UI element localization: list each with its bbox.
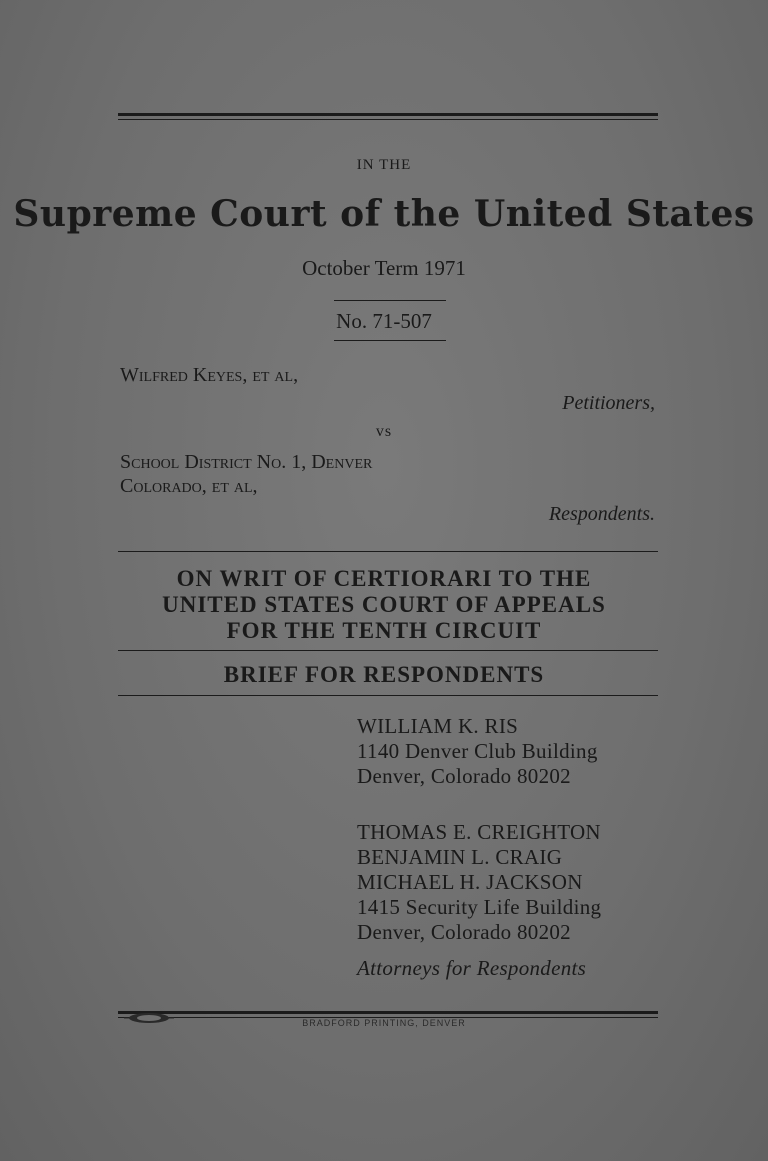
in-the-label: IN THE	[356, 157, 412, 173]
docket-rule-bottom	[334, 340, 446, 341]
attorney-line: Denver, Colorado 80202	[357, 764, 571, 788]
court-name: Supreme Court of the United States	[13, 193, 755, 235]
writ-rule-top	[118, 551, 658, 552]
brief-rule-bottom	[118, 695, 658, 696]
attorney-line: WILLIAM K. RIS	[357, 714, 519, 738]
attorney-line: 1415 Security Life Building	[357, 895, 602, 919]
docket-rule-top	[334, 300, 446, 301]
attorney-line: 1140 Denver Club Building	[357, 739, 598, 763]
writ-line-1: ON WRIT OF CERTIORARI TO THE	[176, 566, 592, 591]
versus: vs	[375, 423, 393, 440]
respondents-line-1: School District No. 1, Denver	[120, 451, 373, 473]
term: October Term 1971	[302, 256, 466, 280]
attorney-block-1	[357, 714, 598, 789]
brief-title: BRIEF FOR RESPONDENTS	[223, 662, 545, 687]
petitioners-name: Wilfred Keyes, et al,	[120, 364, 299, 386]
docket-number: No. 71-507	[336, 309, 432, 333]
petitioners-role: Petitioners,	[562, 392, 655, 414]
attorney-line: BENJAMIN L. CRAIG	[357, 845, 563, 869]
respondents-line-2: Colorado, et al,	[120, 475, 258, 497]
attorney-line: Denver, Colorado 80202	[357, 920, 571, 944]
bottom-rule-thick	[118, 1011, 658, 1014]
top-rule-thick	[118, 113, 658, 116]
attorney-line: THOMAS E. CREIGHTON	[357, 820, 601, 844]
top-rule-thin	[118, 119, 658, 120]
attorney-line: MICHAEL H. JACKSON	[357, 870, 583, 894]
respondents-role: Respondents.	[548, 503, 655, 525]
writ-line-3: FOR THE TENTH CIRCUIT	[226, 618, 542, 643]
attorneys-role: Attorneys for Respondents	[357, 956, 587, 980]
attorney-block-2	[357, 820, 601, 945]
brief-rule-top	[118, 650, 658, 651]
writ-line-2: UNITED STATES COURT OF APPEALS	[162, 592, 606, 617]
printer-imprint: BRADFORD PRINTING, DENVER	[302, 1018, 466, 1028]
